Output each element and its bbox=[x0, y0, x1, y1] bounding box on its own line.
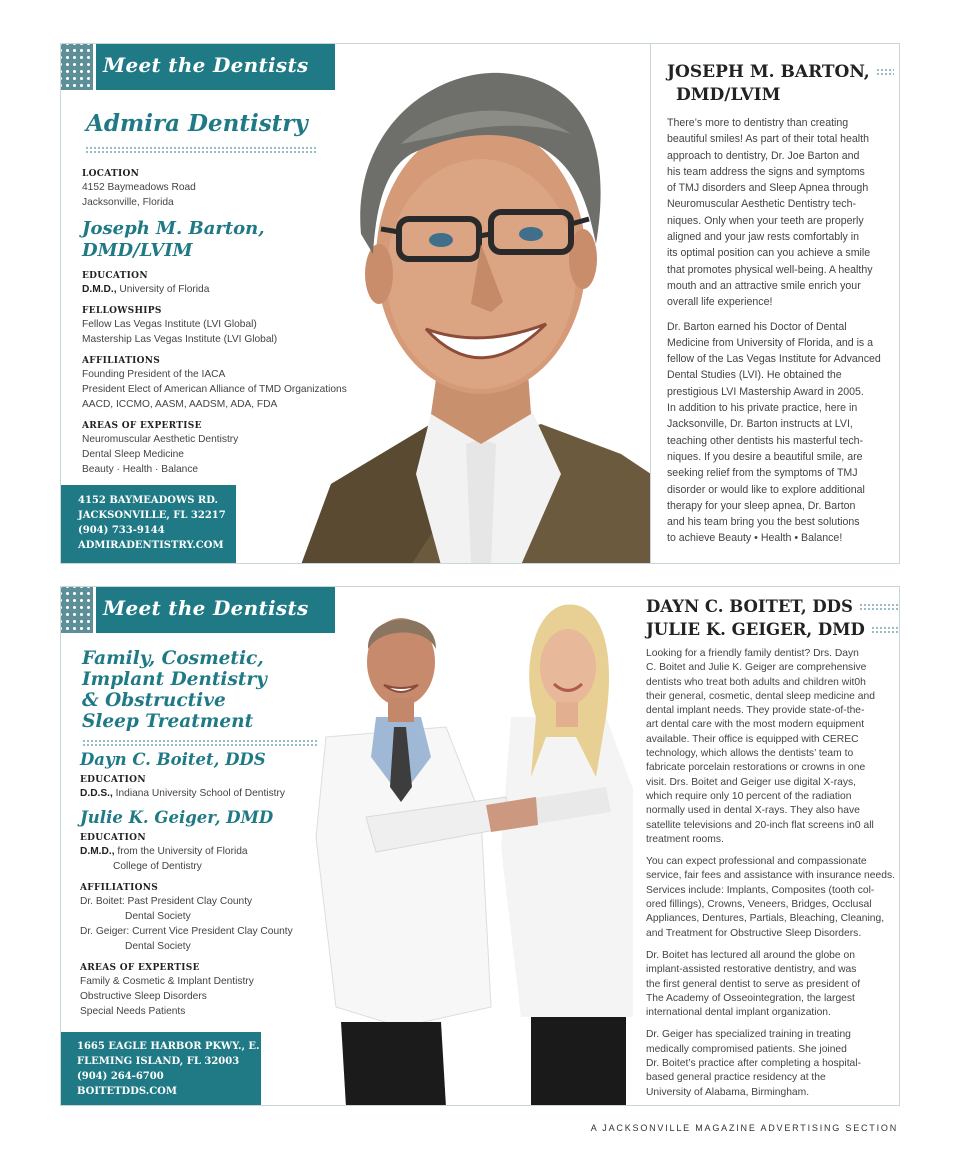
expertise-item: Dental Sleep Medicine bbox=[82, 449, 184, 460]
article-paragraph bbox=[646, 647, 900, 847]
dentist-name-line: DMD/LVIM bbox=[82, 240, 193, 261]
article-line: There’s more to dentistry than creating bbox=[667, 117, 849, 129]
article-line: fellow of the Las Vegas Institute for Advanced bbox=[667, 353, 881, 366]
article-line: to achieve Beauty • Health • Balance! bbox=[667, 532, 843, 545]
meet-the-dentists-banner bbox=[61, 587, 335, 633]
expertise-item: Family & Cosmetic & Implant Dentistry bbox=[80, 976, 254, 987]
contact-address: 4152 BAYMEADOWS RD. bbox=[78, 495, 219, 506]
education-label: EDUCATION bbox=[80, 775, 146, 785]
profile-article bbox=[650, 44, 900, 563]
affiliation-item-continued: Dental Society bbox=[125, 941, 191, 952]
article-paragraph bbox=[646, 1028, 900, 1099]
article-line: that promotes physical well-being. A healthy bbox=[667, 263, 873, 276]
article-line: the first general dentist to serve as president of bbox=[646, 978, 861, 990]
expertise-item: Obstructive Sleep Disorders bbox=[80, 991, 207, 1002]
dotted-divider bbox=[85, 146, 318, 154]
dentist-name: Dayn C. Boitet, DDS bbox=[80, 750, 266, 769]
article-heading bbox=[667, 61, 900, 107]
article-line: art dental care with the most modern equipment bbox=[646, 719, 865, 731]
article-line: aligned and your jaw rests comfortably in bbox=[667, 231, 859, 244]
article-line: Medicine from University of Florida, and is a bbox=[667, 336, 874, 349]
education-entry-continued: College of Dentistry bbox=[113, 861, 202, 872]
article-line: disorder or would like to explore additional bbox=[667, 483, 865, 496]
affiliation-item: Dr. Geiger: Current Vice President Clay County bbox=[80, 926, 293, 937]
practice-name: Admira Dentistry bbox=[86, 110, 308, 137]
dentist-profile-boitet-geiger bbox=[60, 586, 900, 1106]
article-line: implant-assisted restorative dentistry, and was bbox=[646, 964, 857, 976]
article-line: satellite televisions and 20-inch flat screens in0 all bbox=[646, 819, 874, 831]
article-line: University of Alabama, Birmingham. bbox=[646, 1086, 810, 1098]
expertise-label: AREAS OF EXPERTISE bbox=[80, 963, 200, 973]
practice-specialties bbox=[82, 648, 267, 732]
article-line: technology, which allows the dentists’ team to bbox=[646, 748, 854, 760]
article-line: niques. Only when your teeth are properly bbox=[667, 214, 864, 227]
article-line: You can expect professional and compassionate bbox=[646, 856, 867, 868]
article-line: The Academy of Osseointegration, the largest bbox=[646, 992, 855, 1004]
degree: D.D.S., bbox=[80, 788, 113, 799]
location-line: Jacksonville, Florida bbox=[82, 197, 174, 208]
degree: D.M.D., bbox=[82, 284, 117, 295]
practice-details bbox=[80, 749, 370, 1019]
degree: D.M.D., bbox=[80, 846, 115, 857]
practice-line: Implant Dentistry bbox=[82, 669, 267, 690]
expertise-item: Beauty · Health · Balance bbox=[82, 464, 199, 475]
practice-line: Family, Cosmetic, bbox=[82, 648, 264, 669]
location-line: 4152 Baymeadows Road bbox=[82, 182, 196, 193]
article-paragraph bbox=[667, 319, 900, 547]
article-line: international dental implant organization. bbox=[646, 1007, 831, 1019]
dentist-name bbox=[82, 218, 372, 262]
dotted-divider bbox=[82, 739, 318, 747]
article-line: available. Their office is equipped with CEREC bbox=[646, 733, 859, 745]
article-line: and Treatment for Obstructive Sleep Disorders. bbox=[646, 927, 862, 939]
banner-divider bbox=[93, 587, 96, 633]
article-line: service, fair fees and assistance with insurance needs. bbox=[646, 870, 895, 882]
fellowships-label: FELLOWSHIPS bbox=[82, 306, 162, 316]
contact-city: FLEMING ISLAND, FL 32003 bbox=[77, 1056, 240, 1067]
article-line: Dr. Geiger has specialized training in treating bbox=[646, 1029, 851, 1041]
article-line: dental implant needs. They provide state-of-the- bbox=[646, 705, 865, 717]
affiliation-item: Dr. Boitet: Past President Clay County bbox=[80, 896, 253, 907]
article-line: based general practice residency at the bbox=[646, 1072, 826, 1084]
dot-pattern-icon bbox=[61, 587, 93, 633]
article-line: of TMJ disorders and Sleep Apnea through bbox=[667, 182, 869, 195]
article-line: C. Boitet and Julie K. Geiger are comprehensive bbox=[646, 662, 867, 674]
dentist-name-line: Joseph M. Barton, bbox=[82, 218, 265, 239]
contact-website-link[interactable]: BOITETDDS.COM bbox=[77, 1086, 177, 1097]
dotted-accent bbox=[876, 68, 894, 77]
affiliations-label: AFFILIATIONS bbox=[82, 356, 161, 366]
contact-box bbox=[61, 485, 236, 564]
fellowship-item: Fellow Las Vegas Institute (LVI Global) bbox=[82, 319, 257, 330]
article-line: beautiful smiles! As part of their total health bbox=[667, 133, 869, 146]
article-line: treatment rooms. bbox=[646, 833, 724, 845]
affiliation-item: Founding President of the IACA bbox=[82, 369, 226, 380]
contact-phone[interactable]: (904) 264-6700 bbox=[77, 1071, 164, 1082]
contact-phone[interactable]: (904) 733-9144 bbox=[78, 525, 165, 536]
article-line: its optimal position can you achieve a smile bbox=[667, 247, 871, 260]
article-heading-line: JULIE K. GEIGER, DMD bbox=[646, 620, 865, 639]
education-entry bbox=[80, 844, 370, 859]
profile-article bbox=[633, 587, 900, 1105]
school: Indiana University School of Dentistry bbox=[112, 788, 285, 799]
dentist-profile-barton bbox=[60, 43, 900, 564]
article-line: teaching other dentists his masterful tech- bbox=[667, 434, 864, 447]
school: University of Florida bbox=[116, 284, 210, 295]
contact-address: 1665 EAGLE HARBOR PKWY., E. bbox=[77, 1041, 260, 1052]
article-line: niques. If you desire a beautiful smile, are bbox=[667, 450, 863, 463]
article-line: which require only 10 percent of the radiation bbox=[646, 790, 852, 802]
education-entry bbox=[80, 786, 370, 801]
article-line: In addition to his private practice, here in bbox=[667, 402, 858, 415]
article-line: Appliances, Dentures, Partials, Bleaching, Cleaning, bbox=[646, 913, 885, 925]
article-heading bbox=[646, 595, 900, 641]
article-line: therapy for your sleep apnea, Dr. Barton bbox=[667, 499, 856, 512]
article-line: Dr. Boitet’s practice after completing a hospital- bbox=[646, 1058, 862, 1070]
magazine-footer: A JACKSONVILLE MAGAZINE ADVERTISING SECTION bbox=[590, 1123, 898, 1133]
contact-city: JACKSONVILLE, FL 32217 bbox=[78, 510, 226, 521]
school: from the University of Florida bbox=[114, 846, 248, 857]
article-paragraph bbox=[646, 949, 900, 1020]
expertise-label: AREAS OF EXPERTISE bbox=[82, 421, 202, 431]
article-heading-line: JOSEPH M. BARTON, bbox=[667, 62, 870, 82]
article-line: Looking for a friendly family dentist? Drs. Dayn bbox=[646, 648, 859, 659]
article-line: prestigious LVI Mastership Award in 2005. bbox=[667, 385, 864, 398]
article-paragraph bbox=[646, 855, 900, 941]
article-line: Services include: Implants, Composites (tooth col- bbox=[646, 884, 875, 896]
article-heading-line: DMD/LVIM bbox=[676, 85, 781, 105]
banner-divider bbox=[93, 44, 96, 90]
article-line: Jacksonville, Dr. Barton instructs at LVI, bbox=[667, 418, 853, 431]
article-heading-line: DAYN C. BOITET, DDS bbox=[646, 597, 853, 616]
affiliation-item: AACD, ICCMO, AASM, AADSM, ADA, FDA bbox=[82, 399, 278, 410]
article-line: approach to dentistry, Dr. Joe Barton and bbox=[667, 149, 860, 162]
article-line: Dr. Barton earned his Doctor of Dental bbox=[667, 320, 847, 333]
fellowship-item: Mastership Las Vegas Institute (LVI Global) bbox=[82, 334, 278, 345]
article-line: medically compromised patients. She joined bbox=[646, 1043, 847, 1055]
affiliations-label: AFFILIATIONS bbox=[80, 883, 159, 893]
banner-title: Meet the Dentists bbox=[103, 53, 309, 77]
contact-box bbox=[61, 1032, 261, 1106]
dotted-accent bbox=[859, 603, 900, 612]
dot-pattern-icon bbox=[61, 44, 93, 90]
article-line: seeking relief from the symptoms of TMJ bbox=[667, 467, 858, 480]
article-line: dentists who treat both adults and children wit0h bbox=[646, 676, 866, 688]
article-line: and his team bring you the best solutions bbox=[667, 516, 860, 529]
article-line: fabricate porcelain restorations or crowns in one bbox=[646, 762, 866, 774]
article-line: ored fillings), Crowns, Veneers, Bridges, Occlusal bbox=[646, 899, 872, 911]
banner-title: Meet the Dentists bbox=[103, 596, 309, 620]
expertise-item: Special Needs Patients bbox=[80, 1006, 186, 1017]
contact-website-link[interactable]: ADMIRADENTISTRY.COM bbox=[78, 540, 224, 551]
article-line: Dr. Boitet has lectured all around the globe on bbox=[646, 949, 855, 961]
education-label: EDUCATION bbox=[82, 271, 148, 281]
meet-the-dentists-banner bbox=[61, 44, 335, 90]
article-paragraph bbox=[667, 115, 900, 311]
article-line: Neuromuscular Aesthetic Dentistry tech- bbox=[667, 198, 856, 211]
education-label: EDUCATION bbox=[80, 833, 146, 843]
dotted-accent bbox=[871, 626, 900, 635]
expertise-item: Neuromuscular Aesthetic Dentistry bbox=[82, 434, 239, 445]
practice-line: Sleep Treatment bbox=[82, 711, 254, 732]
education-entry bbox=[82, 282, 372, 297]
practice-line: & Obstructive bbox=[82, 690, 226, 711]
article-line: visit. Drs. Boitet and Geiger use digital X-rays, bbox=[646, 776, 857, 788]
article-line: overall life experience! bbox=[667, 296, 773, 309]
article-line: normally used in dental X-rays. They also have bbox=[646, 805, 860, 817]
affiliation-item-continued: Dental Society bbox=[125, 911, 191, 922]
article-line: mouth and an attractive smile enrich your bbox=[667, 279, 861, 292]
practice-details bbox=[82, 160, 372, 477]
affiliation-item: President Elect of American Alliance of TMD Organizations bbox=[82, 384, 347, 395]
article-line: Dental Studies (LVI). He obtained the bbox=[667, 369, 842, 382]
location-label: LOCATION bbox=[82, 169, 140, 179]
article-line: their general, cosmetic, dental sleep medicine and bbox=[646, 690, 875, 702]
dentist-name: Julie K. Geiger, DMD bbox=[80, 808, 274, 827]
article-line: his team address the signs and symptoms bbox=[667, 165, 865, 178]
